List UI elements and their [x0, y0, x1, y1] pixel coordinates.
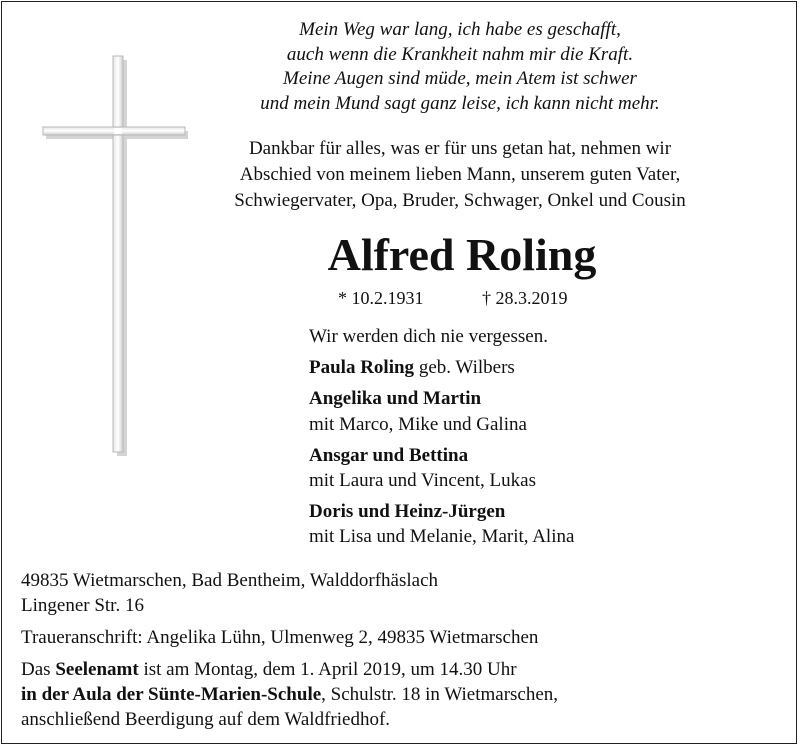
- service-line-3: anschließend Beerdigung auf dem Waldfriedhof.: [21, 709, 391, 730]
- family-group-names: Angelika und Martin: [309, 388, 482, 410]
- intro-text: [180, 136, 740, 214]
- poem-line: und mein Mund sagt ganz leise, ich kann nicht mehr.: [260, 92, 660, 114]
- mourning-address: Traueranschrift: Angelika Lühn, Ulmenweg 2, 49835 Wietmarschen: [21, 627, 539, 648]
- intro-line: Dankbar für alles, was er für uns getan hat, nehmen wir: [248, 138, 672, 159]
- service-street: , Schulstr. 18 in Wietmarschen,: [321, 684, 559, 705]
- service-type: Seelenamt: [55, 659, 139, 680]
- service-text: Das: [21, 659, 56, 680]
- poem-line: auch wenn die Krankheit nahm mir die Kraft.: [286, 43, 634, 65]
- address-block: [21, 568, 558, 732]
- address-street: Lingener Str. 16: [21, 595, 144, 616]
- family-group-names: Ansgar und Bettina: [309, 444, 469, 466]
- wife-note: geb. Wilbers: [414, 357, 515, 379]
- birth-date: * 10.2.1931: [338, 288, 424, 308]
- intro-line: Abschied von meinem lieben Mann, unserem guten Vater,: [239, 164, 681, 185]
- wife-name: Paula Roling: [309, 357, 415, 379]
- family-group-children: mit Marco, Mike und Galina: [309, 413, 527, 435]
- death-date: † 28.3.2019: [482, 288, 568, 308]
- poem-verse: [215, 18, 705, 116]
- poem-line: Mein Weg war lang, ich habe es geschafft,: [299, 19, 621, 40]
- family-group-children: mit Lisa und Melanie, Marit, Alina: [309, 526, 575, 548]
- family-motto: Wir werden dich nie vergessen.: [309, 326, 548, 347]
- service-line-2: [21, 682, 558, 707]
- family-list: [309, 324, 574, 550]
- service-line-1: [21, 657, 558, 682]
- deceased-name: Alfred Roling: [327, 229, 597, 280]
- family-group-children: mit Laura und Vincent, Lukas: [309, 470, 536, 492]
- service-date: ist am Montag, dem 1. April 2019, um 14.30 Uhr: [138, 659, 517, 680]
- intro-line: Schwiegervater, Opa, Bruder, Schwager, Onkel und Cousin: [234, 190, 686, 211]
- wife-entry: [309, 355, 574, 380]
- poem-line: Meine Augen sind müde, mein Atem ist schwer: [283, 68, 637, 89]
- address-line: 49835 Wietmarschen, Bad Bentheim, Walddorfhäslach: [21, 570, 439, 591]
- service-location: in der Aula der Sünte-Marien-Schule: [21, 684, 322, 705]
- family-group-names: Doris und Heinz-Jürgen: [309, 501, 506, 523]
